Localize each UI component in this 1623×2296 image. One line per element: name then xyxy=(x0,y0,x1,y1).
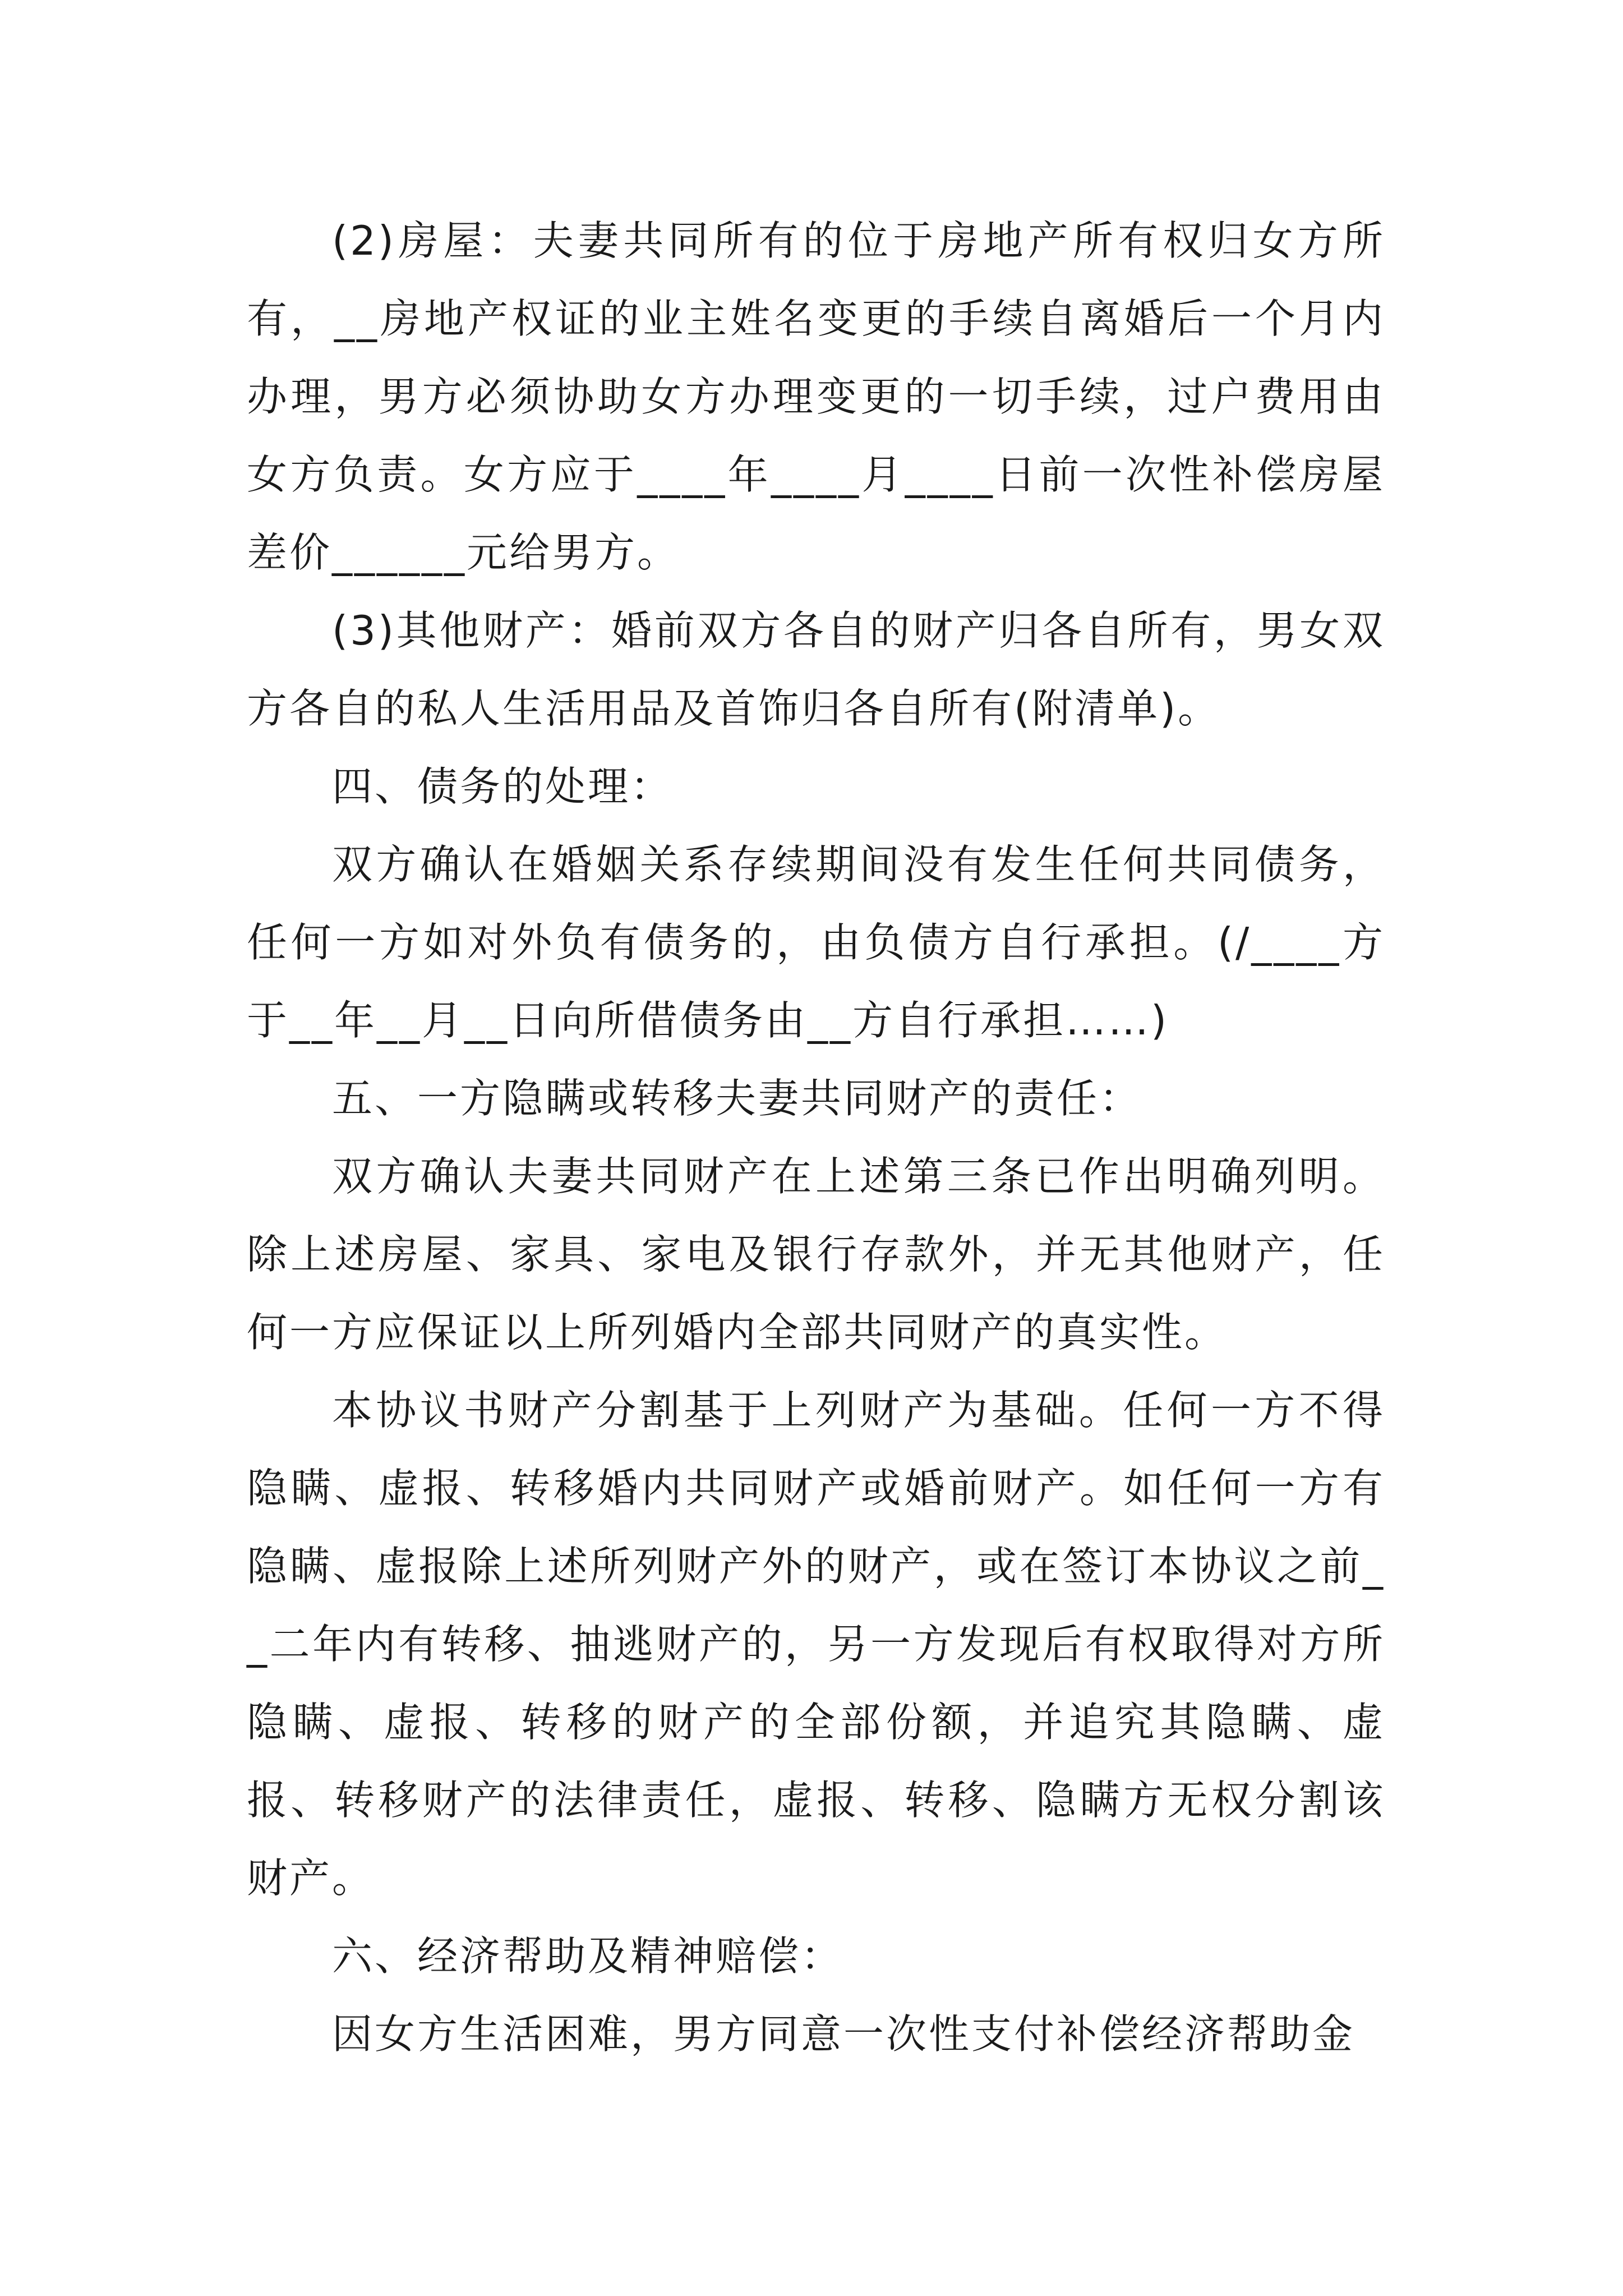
heading-economic-help: 六、经济帮助及精神赔偿： xyxy=(332,1932,844,1980)
paragraph-other-property: (3)其他财产：婚前双方各自的财产归各自所有，男女双方各自的私人生活用品及首饰归各自所有(附清单)。 xyxy=(247,607,1385,732)
paragraph-economic-help: 因女方生活困难，男方同意一次性支付补偿经济帮助金 xyxy=(332,2010,1355,2058)
document-body xyxy=(247,202,1385,2073)
paragraph-property-confirmation: 双方确认夫妻共同财产在上述第三条已作出明确列明。除上述房屋、家具、家电及银行存款外，并无其他财产，任何一方应保证以上所列婚内全部共同财产的真实性。 xyxy=(247,1153,1385,1356)
paragraph-debt: 双方确认在婚姻关系存续期间没有发生任何共同债务，任何一方如对外负有债务的，由负债方自行承担。(/____方于__年__月__日向所借债务由__方自行承担……) xyxy=(247,841,1385,1044)
paragraph-concealment-terms: 本协议书财产分割基于上列财产为基础。任何一方不得隐瞒、虚报、转移婚内共同财产或婚前财产。如任何一方有隐瞒、虚报除上述所列财产外的财产，或在签订本协议之前__二年内有转移、抽逃财产的，另一方发现后有权取得对方所隐瞒、虚报、转移的财产的全部份额，并追究其隐瞒、虚报、转移财产的法律责任，虚报、转移、隐瞒方无权分割该财产。 xyxy=(247,1387,1385,1902)
paragraph-house: (2)房屋：夫妻共同所有的位于房地产所有权归女方所有，__房地产权证的业主姓名变更的手续自离婚后一个月内办理，男方必须协助女方办理变更的一切手续，过户费用由女方负责。女方应于____年____月____日前一次性补偿房屋差价______元给男方。 xyxy=(247,217,1385,576)
heading-debt-handling: 四、债务的处理： xyxy=(332,763,674,810)
heading-concealment-liability: 五、一方隐瞒或转移夫妻共同财产的责任： xyxy=(332,1075,1142,1122)
